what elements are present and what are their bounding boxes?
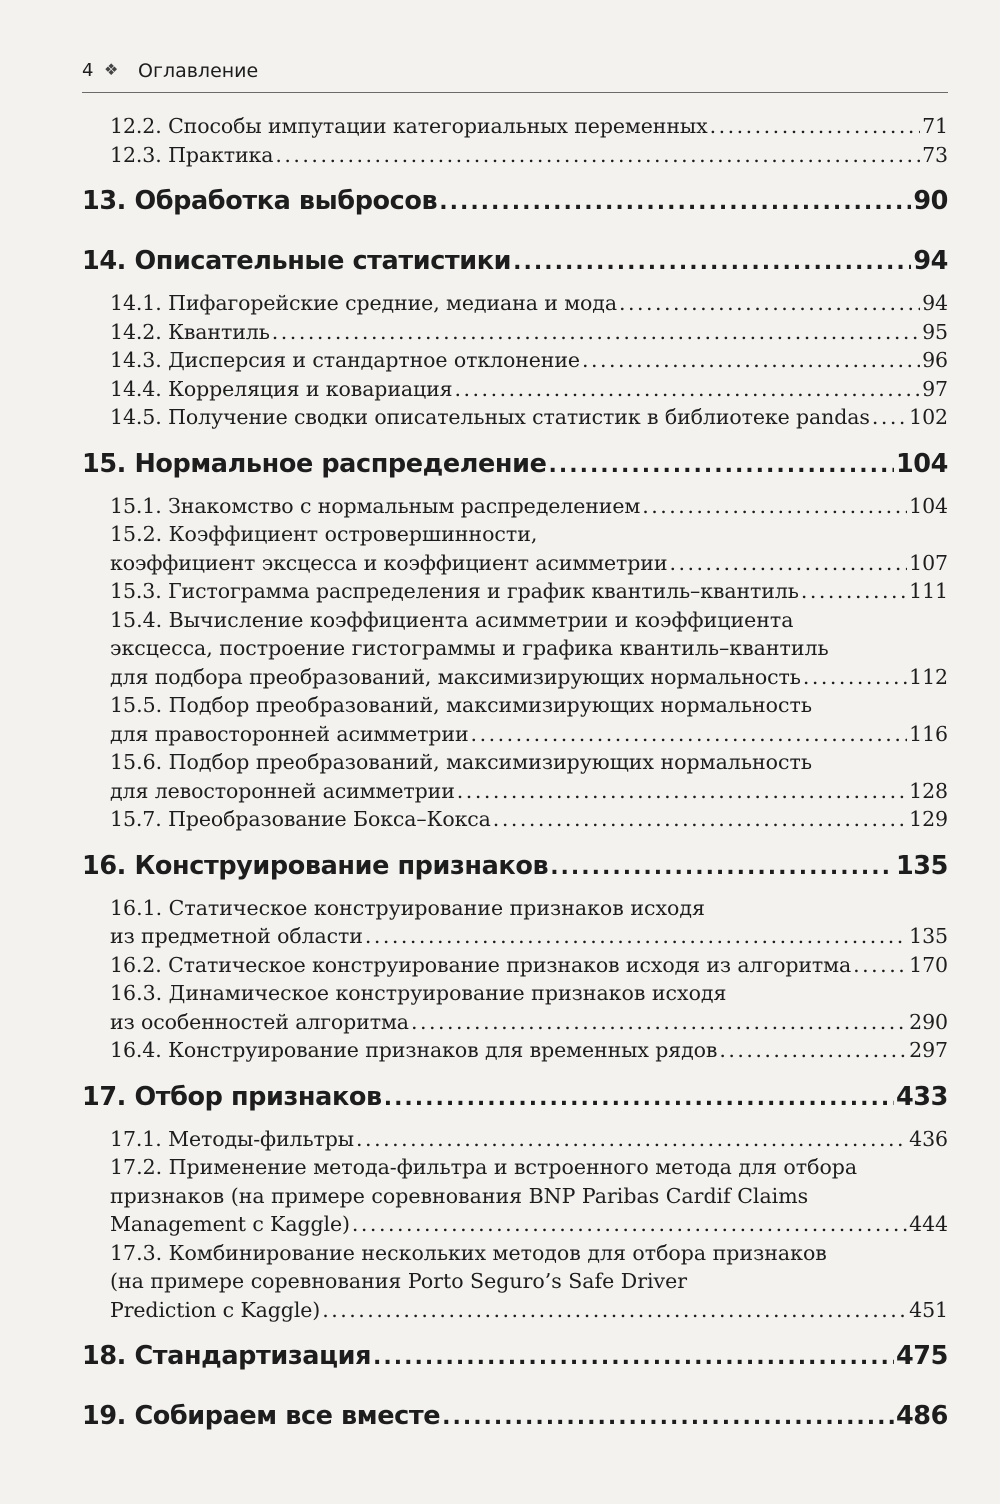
toc-chapter[interactable] xyxy=(82,838,948,894)
toc-section[interactable] xyxy=(82,720,948,749)
dot-leader xyxy=(513,235,911,291)
toc-title: для правосторонней асимметрии xyxy=(110,721,469,746)
toc-page-number: 444 xyxy=(909,1212,948,1236)
toc-page-number: 436 xyxy=(909,1126,948,1151)
toc-section[interactable] xyxy=(82,922,948,951)
table-of-contents xyxy=(82,112,948,1444)
toc-entry-line: 16.3. Динамическое конструирование признаков исходя xyxy=(110,981,727,1005)
dot-leader xyxy=(471,720,908,749)
toc-section[interactable] xyxy=(82,492,948,521)
toc-page-number: 129 xyxy=(909,807,948,831)
dot-leader xyxy=(442,1390,894,1446)
toc-title: 15.3. Гистограмма распределения и график квантиль–квантиль xyxy=(110,579,799,603)
dot-leader xyxy=(669,549,907,578)
toc-entry-line: 16.1. Статическое конструирование признаков исходя xyxy=(110,895,705,920)
toc-page-number: 290 xyxy=(909,1009,948,1034)
toc-chapter[interactable] xyxy=(82,436,948,492)
toc-entry-line: 17.2. Применение метода-фильтра и встроенного метода для отбора xyxy=(110,1155,858,1179)
toc-section[interactable] xyxy=(82,951,948,980)
dot-leader xyxy=(439,175,911,231)
toc-title: 12.3. Практика xyxy=(110,142,274,167)
toc-page-number: 95 xyxy=(922,319,948,344)
toc-page-number: 73 xyxy=(922,142,948,167)
dot-leader xyxy=(352,1210,907,1239)
toc-title: 15.7. Преобразование Бокса–Кокса xyxy=(110,807,491,831)
dot-leader xyxy=(356,1125,907,1154)
dot-leader xyxy=(549,438,894,494)
toc-chapter[interactable] xyxy=(82,1328,948,1384)
toc-title: Prediction с Kaggle) xyxy=(110,1297,321,1322)
toc-title: из особенностей алгоритма xyxy=(110,1009,409,1034)
toc-title: 16.2. Статическое конструирование признаков исходя из алгоритма xyxy=(110,952,852,977)
toc-page-number: 111 xyxy=(909,579,948,603)
toc-entry-line: 15.6. Подбор преобразований, максимизирующих нормальность xyxy=(110,750,812,774)
dot-leader xyxy=(373,1330,894,1386)
toc-section[interactable] xyxy=(82,403,948,432)
toc-title: 17.1. Методы-фильтры xyxy=(110,1126,355,1151)
toc-page-number: 475 xyxy=(895,1341,948,1371)
toc-page-number: 451 xyxy=(909,1297,948,1322)
dot-leader xyxy=(365,922,907,951)
toc-title: коэффициент эксцесса и коэффициент асимметрии xyxy=(110,550,668,575)
toc-page-number: 97 xyxy=(922,376,948,401)
toc-section[interactable] xyxy=(82,112,948,141)
toc-page-number: 104 xyxy=(895,448,948,479)
toc-page-number: 116 xyxy=(909,721,948,746)
toc-section[interactable] xyxy=(82,346,948,375)
toc-title: 19. Собираем все вместе xyxy=(82,1401,441,1431)
toc-entry-line: 17.3. Комбинирование нескольких методов для отбора признаков xyxy=(110,1240,827,1265)
toc-title: 18. Стандартизация xyxy=(82,1341,372,1371)
toc-section[interactable] xyxy=(82,663,948,692)
toc-page-number: 102 xyxy=(909,405,948,429)
toc-section[interactable] xyxy=(82,289,948,318)
header-title: Оглавление xyxy=(138,60,259,82)
toc-title: 12.2. Способы импутации категориальных переменных xyxy=(110,114,708,138)
toc-page-number: 104 xyxy=(909,493,948,518)
toc-title: 15. Нормальное распределение xyxy=(82,448,547,479)
toc-title: 16.4. Конструирование признаков для временных рядов xyxy=(110,1038,718,1062)
toc-title: 15.1. Знакомство с нормальным распределением xyxy=(110,493,641,518)
dot-leader xyxy=(457,777,907,806)
toc-title: 14.3. Дисперсия и стандартное отклонение xyxy=(110,348,580,372)
dot-leader xyxy=(710,112,921,141)
dot-leader xyxy=(550,840,894,896)
toc-title: из предметной области xyxy=(110,924,363,948)
toc-section[interactable] xyxy=(82,1125,948,1154)
dot-leader xyxy=(642,492,907,521)
toc-entry-line: 15.2. Коэффициент островершинности, xyxy=(110,522,538,546)
toc-title: 14.4. Корреляция и ковариация xyxy=(110,376,453,401)
toc-title: 14. Описательные статистики xyxy=(82,246,512,276)
dot-leader xyxy=(719,1036,907,1065)
dot-leader xyxy=(275,141,920,170)
dot-leader xyxy=(493,805,907,834)
toc-chapter[interactable] xyxy=(82,1069,948,1125)
toc-title: для левосторонней асимметрии xyxy=(110,778,455,803)
toc-entry-line: 15.4. Вычисление коэффициента асимметрии и коэффициента xyxy=(110,607,794,632)
dot-leader xyxy=(272,318,920,347)
toc-page-number: 297 xyxy=(909,1038,948,1062)
toc-entry-line: (на примере соревнования Porto Seguro’s Safe Driver xyxy=(110,1269,688,1293)
toc-page-number: 128 xyxy=(909,778,948,803)
toc-page-number: 135 xyxy=(895,850,948,881)
toc-section[interactable] xyxy=(82,805,948,834)
toc-section[interactable] xyxy=(82,375,948,404)
toc-section[interactable] xyxy=(82,141,948,170)
toc-section[interactable] xyxy=(82,1296,948,1325)
toc-title: 14.5. Получение сводки описательных статистик в библиотеке pandas xyxy=(110,405,870,429)
toc-chapter[interactable] xyxy=(82,173,948,229)
dot-leader xyxy=(803,663,907,692)
toc-page-number: 135 xyxy=(909,924,948,948)
toc-section[interactable] xyxy=(82,777,948,806)
toc-title: 14.2. Квантиль xyxy=(110,319,270,344)
toc-section[interactable] xyxy=(82,318,948,347)
toc-entry-line: 15.5. Подбор преобразований, максимизирующих нормальность xyxy=(110,693,812,717)
page-number: 4 xyxy=(82,60,94,81)
dot-leader xyxy=(322,1296,907,1325)
toc-title: Management с Kaggle) xyxy=(110,1212,350,1236)
toc-page-number: 433 xyxy=(895,1081,948,1112)
toc-page-number: 94 xyxy=(922,291,948,315)
toc-title: 17. Отбор признаков xyxy=(82,1081,382,1112)
toc-page-number: 96 xyxy=(922,348,948,372)
dot-leader xyxy=(455,375,921,404)
toc-page-number: 71 xyxy=(922,114,948,138)
dot-leader xyxy=(853,951,907,980)
toc-section[interactable] xyxy=(82,1008,948,1037)
dot-leader xyxy=(411,1008,907,1037)
toc-entry-line: признаков (на примере соревнования BNP Paribas Cardif Claims xyxy=(110,1183,809,1208)
dot-leader xyxy=(872,403,907,432)
toc-title: 14.1. Пифагорейские средние, медиана и мода xyxy=(110,291,617,315)
dot-leader xyxy=(384,1071,894,1127)
toc-page-number: 170 xyxy=(909,952,948,977)
ornament-icon: ❖ xyxy=(104,60,119,79)
dot-leader xyxy=(582,346,920,375)
toc-chapter[interactable] xyxy=(82,1388,948,1444)
toc-page-number: 486 xyxy=(895,1401,948,1431)
toc-page-number: 107 xyxy=(909,550,948,575)
toc-title: 13. Обработка выбросов xyxy=(82,186,438,216)
toc-chapter[interactable] xyxy=(82,233,948,289)
toc-page-number: 90 xyxy=(913,186,948,216)
toc-title: для подбора преобразований, максимизирующих нормальность xyxy=(110,664,801,689)
toc-section[interactable] xyxy=(82,549,948,578)
toc-page-number: 112 xyxy=(909,664,948,689)
running-header xyxy=(82,60,948,93)
toc-entry-line: эксцесса, построение гистограммы и графика квантиль–квантиль xyxy=(110,636,829,660)
toc-section[interactable] xyxy=(82,1036,948,1065)
dot-leader xyxy=(801,577,907,606)
toc-page-number: 94 xyxy=(913,246,948,276)
dot-leader xyxy=(619,289,920,318)
toc-section[interactable] xyxy=(82,577,948,606)
toc-title: 16. Конструирование признаков xyxy=(82,850,549,881)
toc-section[interactable] xyxy=(82,1210,948,1239)
